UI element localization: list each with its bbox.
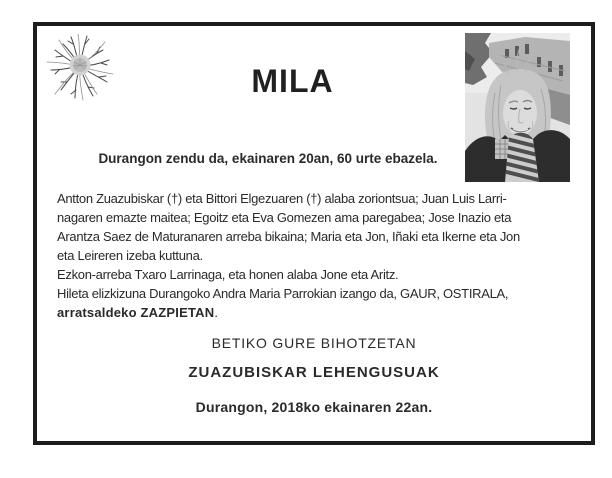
- family-line: Ezkon-arreba Txaro Larrinaga, eta honen alaba Jone eta Aritz.: [57, 267, 399, 282]
- signature-text: ZUAZUBISKAR LEHENGUSUAK: [188, 364, 440, 381]
- family-line: Arantza Saez de Maturanaren arreba bikaina; Maria eta Jon, Iñaki eta Ikerne eta Jon: [57, 229, 520, 244]
- farewell-text: BETIKO GURE BIHOTZETAN: [211, 335, 417, 351]
- dateline-text: Durangon, 2018ko ekainaren 22an.: [195, 399, 433, 415]
- family-line: nagaren emazte maitea; Egoitz eta Eva Gomezen ama paregabea; Jose Inazio eta: [57, 210, 512, 225]
- family-paragraph: [57, 189, 577, 284]
- family-line: eta Leireren izeba kuttuna.: [57, 248, 203, 263]
- deceased-name: MILA: [251, 63, 334, 99]
- funeral-time: arratsaldeko ZAZPIETAN: [57, 305, 215, 320]
- portrait-photo: [465, 33, 570, 182]
- obituary-card: [33, 22, 595, 445]
- dried-flower-icon: [43, 30, 117, 106]
- funeral-paragraph: [57, 284, 577, 322]
- funeral-line-2: [57, 303, 577, 322]
- death-announcement: Durangon zendu da, ekainaren 20an, 60 urte ebazela.: [98, 151, 438, 166]
- funeral-line-2-end: .: [214, 305, 218, 320]
- family-line: Antton Zuazubiskar (†) eta Bittori Elgezuaren (†) alaba zoriontsua; Juan Luis Larri-: [57, 191, 507, 206]
- funeral-line-1: Hileta elizkizuna Durangoko Andra Maria Parrokian izango da, GAUR, OSTIRALA,: [57, 286, 509, 301]
